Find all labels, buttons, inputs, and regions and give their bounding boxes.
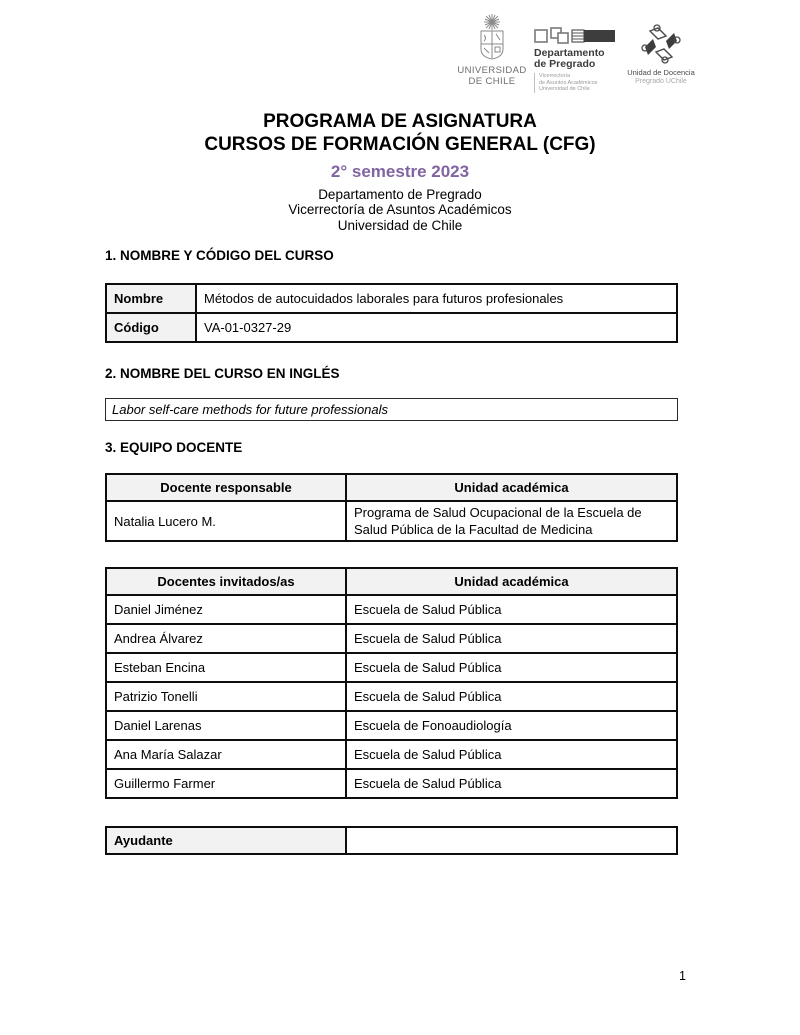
- pregrado-logo-sub-line1: Vicerrectoría: [539, 73, 571, 79]
- course-name-code-table: [105, 283, 678, 343]
- table-header-row: [106, 568, 677, 595]
- table-row: [106, 595, 677, 624]
- table-row: [106, 653, 677, 682]
- table-row: [106, 827, 677, 854]
- docente-responsable-table: [105, 473, 678, 542]
- invitado-name: Guillermo Farmer: [106, 769, 346, 798]
- invitado-name: Patrizio Tonelli: [106, 682, 346, 711]
- section-3-heading: 3. EQUIPO DOCENTE: [105, 440, 243, 455]
- title-block: [0, 110, 800, 233]
- nombre-value: Métodos de autocuidados laborales para futuros profesionales: [196, 284, 677, 313]
- invitado-unidad: Escuela de Salud Pública: [346, 682, 677, 711]
- invitado-name: Esteban Encina: [106, 653, 346, 682]
- responsable-unidad: Programa de Salud Ocupacional de la Escuela de Salud Pública de la Facultad de Medicina: [346, 501, 677, 541]
- title-line-2: CURSOS DE FORMACIÓN GENERAL (CFG): [204, 134, 596, 155]
- dept-line-3: Universidad de Chile: [337, 217, 463, 233]
- pregrado-logo-title-line2: de Pregrado: [534, 58, 596, 70]
- uchile-logo-line1: UNIVERSIDAD: [457, 65, 527, 76]
- responsable-name: Natalia Lucero M.: [106, 501, 346, 541]
- departamento-de-pregrado-logo: [534, 13, 622, 93]
- table-header-row: [106, 474, 677, 501]
- invitado-unidad: Escuela de Salud Pública: [346, 769, 677, 798]
- table-row: [106, 740, 677, 769]
- table-row: [106, 501, 677, 541]
- table-row: [106, 682, 677, 711]
- table-row: [106, 284, 677, 313]
- unidad-header: Unidad académica: [346, 568, 677, 595]
- invitado-unidad: Escuela de Salud Pública: [346, 653, 677, 682]
- english-name-box: Labor self-care methods for future professionals: [105, 398, 678, 421]
- invitado-unidad: Escuela de Fonoaudiología: [346, 711, 677, 740]
- table-row: [106, 313, 677, 342]
- uchile-crest-icon: [469, 13, 515, 65]
- invitado-name: Andrea Álvarez: [106, 624, 346, 653]
- semester-subtitle: 2° semestre 2023: [330, 162, 470, 181]
- dept-line-1: Departamento de Pregrado: [318, 187, 482, 202]
- ayudante-table: [105, 826, 678, 855]
- table-row: [106, 624, 677, 653]
- nombre-label: Nombre: [106, 284, 196, 313]
- docentes-invitados-table: [105, 567, 678, 799]
- invitados-header: Docentes invitados/as: [106, 568, 346, 595]
- header-logos: [450, 13, 700, 93]
- document-title: [0, 110, 800, 156]
- uchile-logo-text: [457, 66, 526, 87]
- ayudante-value: [346, 827, 677, 854]
- responsable-header: Docente responsable: [106, 474, 346, 501]
- pregrado-logo-title-line1: Departamento: [534, 47, 605, 59]
- invitado-unidad: Escuela de Salud Pública: [346, 624, 677, 653]
- department-lines: [0, 187, 800, 233]
- ayudante-label: Ayudante: [106, 827, 346, 854]
- unidad-header: Unidad académica: [346, 474, 677, 501]
- pregrado-logo-sub-line3: Universidad de Chile: [539, 86, 590, 92]
- dept-line-2: Vicerrectoría de Asuntos Académicos: [288, 202, 512, 218]
- unidad-de-docencia-logo: [622, 13, 700, 86]
- invitado-unidad: Escuela de Salud Pública: [346, 740, 677, 769]
- page-number: 1: [679, 969, 686, 983]
- docencia-logo-line2: Pregrado UChile: [635, 77, 687, 85]
- invitado-name: Daniel Jiménez: [106, 595, 346, 624]
- docencia-logo-line1: Unidad de Docencia: [627, 68, 695, 77]
- universidad-de-chile-logo: [450, 13, 534, 87]
- table-row: [106, 769, 677, 798]
- pregrado-logo-title: [534, 48, 605, 70]
- pregrado-squares-icon: [534, 27, 616, 45]
- invitado-name: Daniel Larenas: [106, 711, 346, 740]
- table-row: [106, 711, 677, 740]
- codigo-label: Código: [106, 313, 196, 342]
- pregrado-logo-subtext: [534, 73, 597, 93]
- title-line-1: PROGRAMA DE ASIGNATURA: [263, 111, 537, 132]
- pregrado-logo-sub-line2: de Asuntos Académicos: [539, 79, 598, 86]
- invitado-unidad: Escuela de Salud Pública: [346, 595, 677, 624]
- docencia-pinwheel-icon: [638, 21, 684, 67]
- invitado-name: Ana María Salazar: [106, 740, 346, 769]
- section-1-heading: 1. NOMBRE Y CÓDIGO DEL CURSO: [105, 248, 334, 263]
- section-2-heading: 2. NOMBRE DEL CURSO EN INGLÉS: [105, 366, 340, 381]
- uchile-logo-line2: DE CHILE: [468, 75, 516, 87]
- codigo-value: VA-01-0327-29: [196, 313, 677, 342]
